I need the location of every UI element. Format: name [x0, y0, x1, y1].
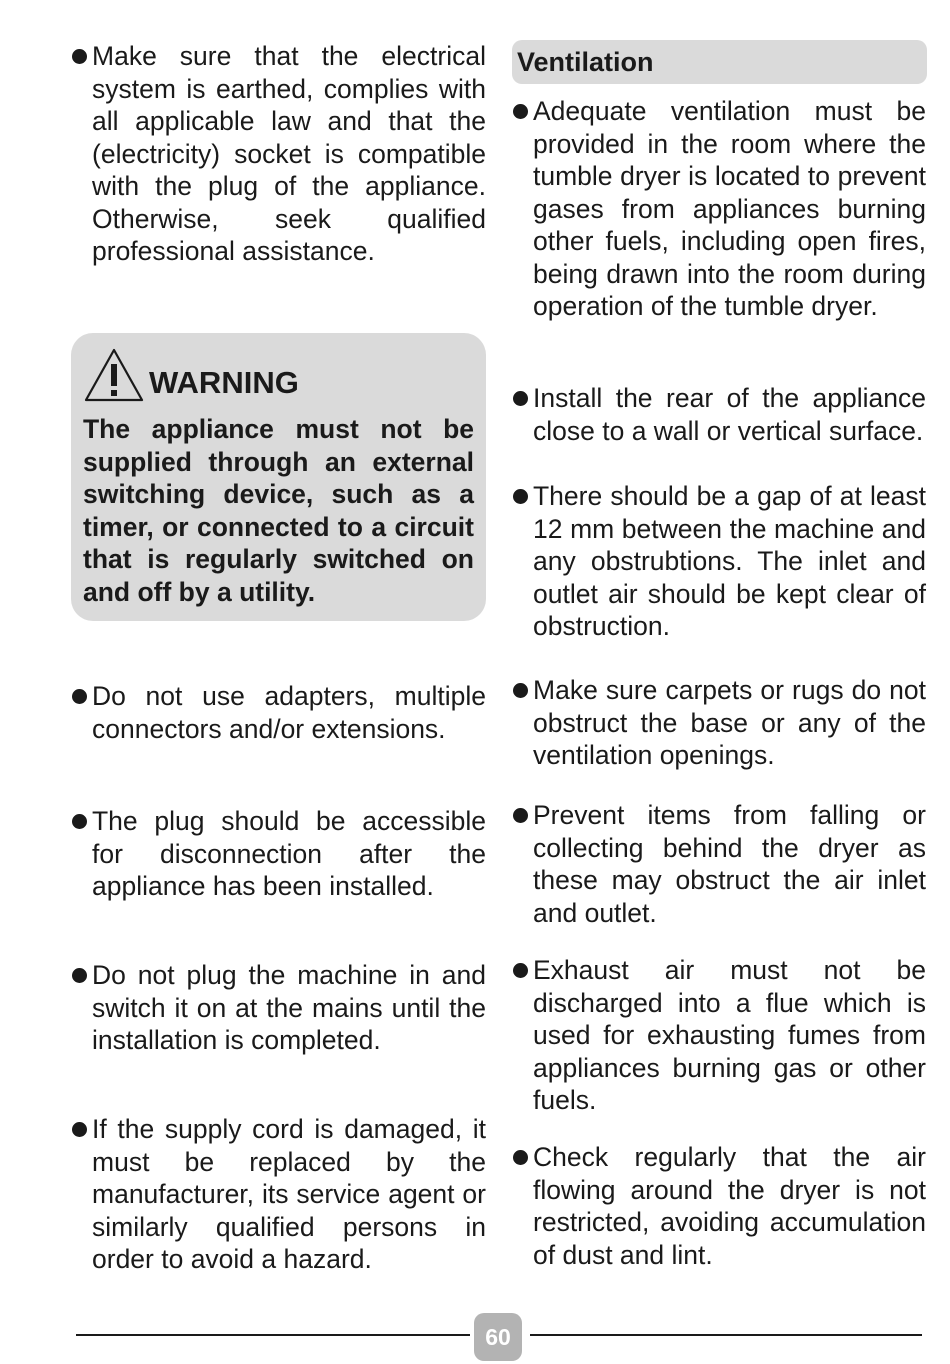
bullet-item-check-airflow — [513, 1141, 926, 1271]
left-column — [72, 40, 486, 268]
bullet-text: Adequate ventilation must be provided in the room where the tumble dryer is located to prevent gases from appliances burning other fuels, including open fires, being drawn into the room during operation of the tumble dryer. — [533, 96, 926, 321]
footer-rule-right — [530, 1334, 922, 1336]
warning-box — [71, 333, 486, 621]
bullet-item-carpets — [513, 674, 926, 772]
bullet-dot — [513, 1150, 528, 1165]
warning-text: The appliance must not be supplied through an external switching device, such as a timer, or connected to a circuit that is regularly switched on and off by a utility. — [83, 414, 474, 607]
bullet-item-gap — [513, 480, 926, 643]
bullet-item-earthing — [72, 40, 486, 268]
bullet-item-exhaust — [513, 954, 926, 1117]
page-number-badge: 60 — [474, 1313, 522, 1361]
bullet-text: If the supply cord is damaged, it must be replaced by the manufacturer, its service agent or similarly qualified persons in order to avoid a hazard. — [92, 1114, 486, 1274]
bullet-item-falling-items — [513, 799, 926, 929]
bullet-dot — [513, 104, 528, 119]
bullet-item-plug-access — [72, 805, 486, 903]
bullet-text: Prevent items from falling or collecting behind the dryer as these may obstruct the air inlet and outlet. — [533, 800, 926, 928]
bullet-item-adequate-ventilation — [513, 95, 926, 323]
bullet-dot — [72, 689, 87, 704]
warning-triangle-icon — [83, 347, 145, 403]
warning-header — [83, 343, 474, 403]
bullet-text: Make sure carpets or rugs do not obstruct the base or any of the ventilation openings. — [533, 675, 926, 770]
bullet-text: There should be a gap of at least 12 mm between the machine and any obstrubtions. The inlet and outlet air should be kept clear of obstruction. — [533, 481, 926, 641]
bullet-item-mains — [72, 959, 486, 1057]
bullet-item-supply-cord — [72, 1113, 486, 1276]
bullet-text: Check regularly that the air flowing around the dryer is not restricted, avoiding accumulation of dust and lint. — [533, 1142, 926, 1270]
bullet-item-rear-wall — [513, 382, 926, 447]
bullet-text: Make sure that the electrical system is earthed, complies with all applicable law and that the (electricity) socket is compatible with the plug of the appliance. Otherwise, seek qualified professional assistance. — [92, 41, 486, 266]
bullet-dot — [513, 963, 528, 978]
bullet-text: Do not plug the machine in and switch it on at the mains until the installation is completed. — [92, 960, 486, 1055]
bullet-dot — [72, 1122, 87, 1137]
section-heading-ventilation: Ventilation — [512, 40, 927, 84]
bullet-dot — [513, 683, 528, 698]
bullet-dot — [72, 814, 87, 829]
bullet-text: Exhaust air must not be discharged into a flue which is used for exhausting fumes from appliances burning gas or other fuels. — [533, 955, 926, 1115]
bullet-text: Install the rear of the appliance close to a wall or vertical surface. — [533, 383, 926, 446]
bullet-dot — [72, 968, 87, 983]
bullet-dot — [513, 808, 528, 823]
bullet-dot — [513, 391, 528, 406]
bullet-text: Do not use adapters, multiple connectors and/or extensions. — [92, 681, 486, 744]
bullet-dot — [72, 49, 87, 64]
bullet-dot — [513, 489, 528, 504]
bullet-text: The plug should be accessible for disconnection after the appliance has been installed. — [92, 806, 486, 901]
bullet-item-adapters — [72, 680, 486, 745]
footer-rule-left — [76, 1334, 470, 1336]
right-column — [512, 40, 927, 96]
warning-title: WARNING — [149, 365, 299, 400]
